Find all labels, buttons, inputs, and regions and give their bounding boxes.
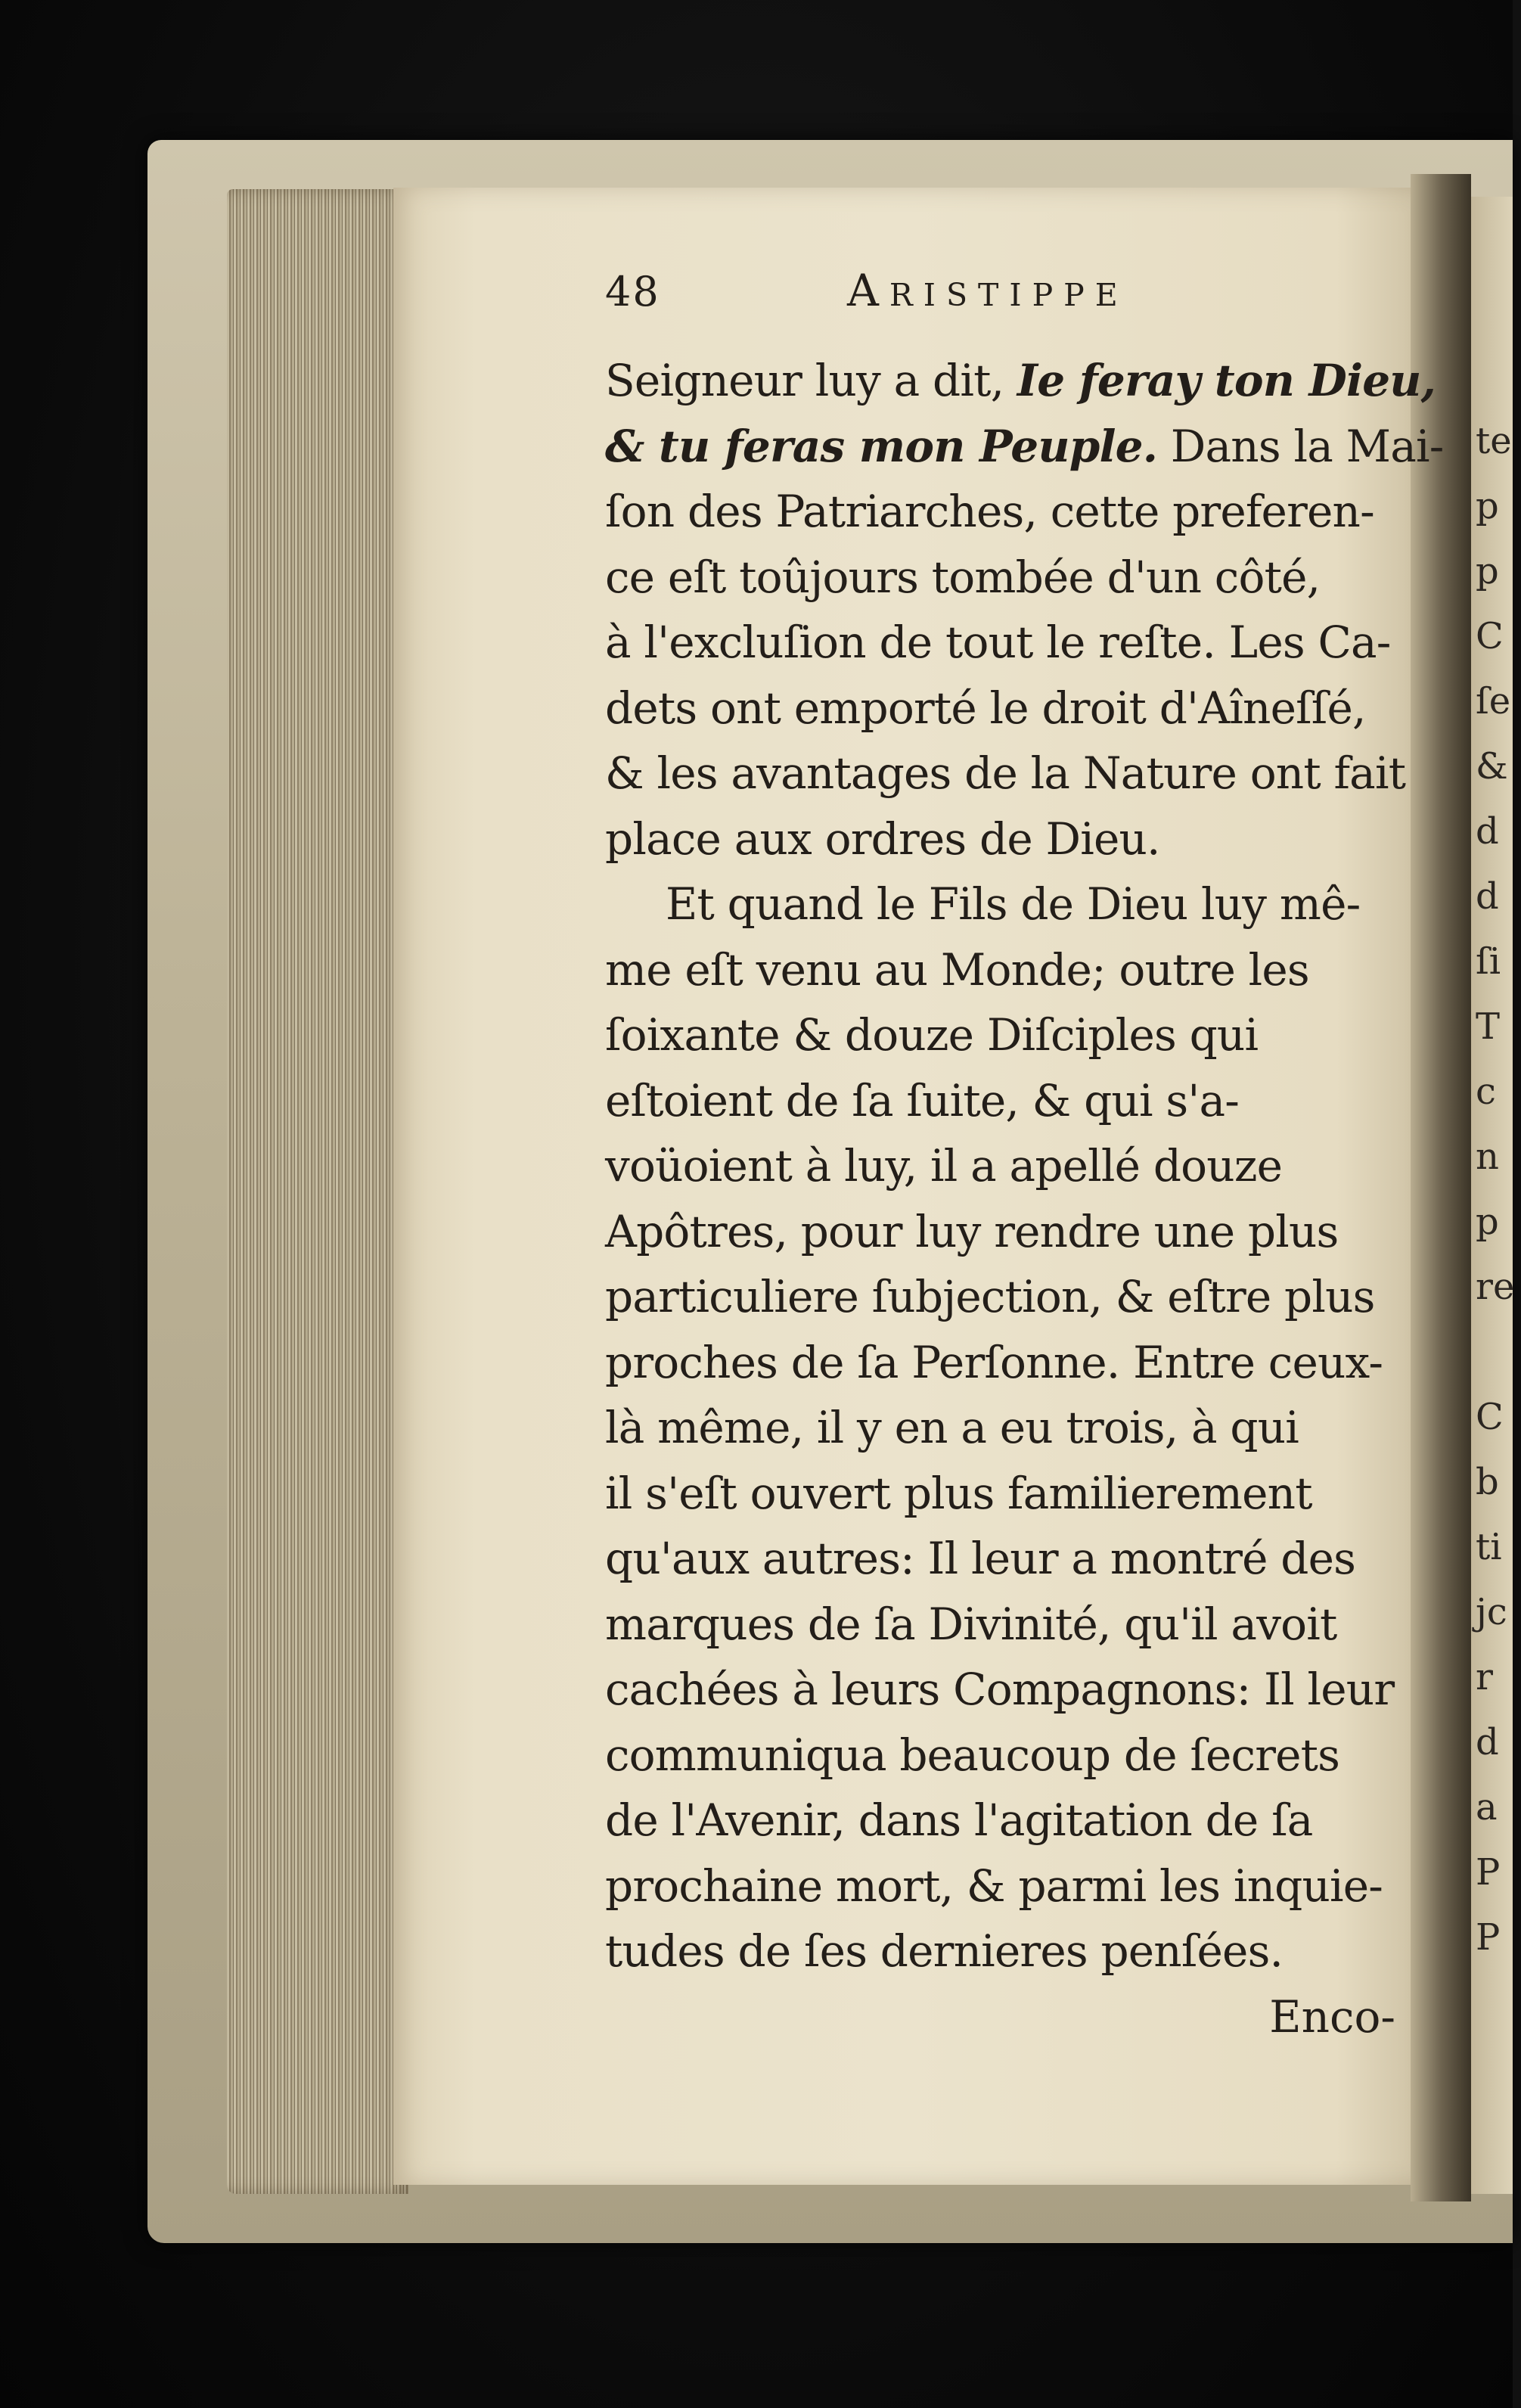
text-line [605, 872, 1395, 937]
text-line [605, 1199, 1395, 1265]
facing-fragment: p [1476, 1201, 1499, 1243]
text-line-roman: Dans la Mai- [1157, 420, 1444, 472]
text-line-roman: Seigneur luy a dit, [605, 355, 1017, 406]
facing-fragment: re [1476, 1266, 1515, 1308]
facing-fragment: c [1476, 1070, 1496, 1113]
text-line-roman: me eſt venu au Monde; outre les [605, 943, 1309, 996]
text-line-roman: de l'Avenir, dans l'agitation de ſa [605, 1794, 1313, 1846]
text-line-roman: prochaine mort, & parmi les inquie- [605, 1860, 1383, 1912]
text-line [605, 479, 1395, 545]
text-line-italic: & tu feras mon Peuple. [605, 420, 1158, 472]
text-line [605, 937, 1395, 1003]
facing-fragment: T [1476, 1005, 1501, 1048]
page-header [605, 265, 1395, 348]
facing-fragment: ſe [1476, 680, 1511, 722]
page-text [605, 265, 1444, 2049]
text-line [605, 676, 1395, 741]
facing-fragment: ti [1476, 1526, 1502, 1568]
facing-fragment: a [1476, 1786, 1498, 1829]
text-line-roman: ſoixante & douze Diſciples qui [605, 1009, 1259, 1061]
text-line-roman: eſtoient de ſa ſuite, & qui s'a- [605, 1074, 1240, 1126]
page-edges [227, 189, 408, 2194]
text-line [605, 1853, 1395, 1919]
text-line [605, 610, 1395, 676]
text-line-roman: place aux ordres de Dieu. [605, 813, 1160, 865]
text-line-roman: ſon des Patriarches, cette preferen- [605, 486, 1374, 537]
facing-fragment: te [1476, 420, 1512, 462]
text-line-roman: dets ont emporté le droit d'Aîneſſé, [605, 682, 1366, 734]
catchword: Enco- [1269, 1990, 1395, 2043]
text-line [605, 1592, 1395, 1658]
text-line-roman: à l'excluſion de tout le reſte. Les Ca- [605, 617, 1391, 668]
text-line-roman: qu'aux autres: Il leur a montré des [605, 1533, 1356, 1584]
facing-fragment: d [1476, 875, 1499, 918]
facing-fragment: d [1476, 1721, 1499, 1763]
text-line [605, 741, 1406, 806]
page-number: 48 [605, 268, 660, 315]
facing-fragment: P [1476, 1851, 1501, 1894]
text-line-roman: proches de ſa Perſonne. Entre ceux- [605, 1336, 1383, 1388]
text-line-roman: communiqua beaucoup de ſecrets [605, 1729, 1340, 1781]
text-line-italic: Ie feray ton Dieu, [1017, 355, 1436, 406]
facing-fragment: ſi [1476, 940, 1501, 983]
facing-fragment: C [1476, 615, 1504, 657]
text-line-roman: cachées à leurs Compagnons: Il leur [605, 1664, 1395, 1715]
facing-fragment: n [1476, 1136, 1499, 1178]
gutter-shadow [1411, 174, 1471, 2201]
running-title: Aristippe [847, 265, 1128, 316]
text-line-roman: là même, il y en a eu trois, à qui [605, 1402, 1299, 1453]
facing-fragment: p [1476, 550, 1499, 592]
facing-fragment: d [1476, 810, 1499, 853]
text-line [605, 806, 1395, 872]
text-line [605, 1264, 1395, 1330]
facing-fragment: p [1476, 485, 1499, 527]
text-line-roman: voüoient à luy, il a apellé douze [605, 1140, 1283, 1192]
text-line [605, 1788, 1395, 1853]
text-line [605, 1133, 1395, 1199]
text-line [605, 1919, 1395, 1984]
facing-fragment: P [1476, 1916, 1501, 1959]
facing-fragment [1476, 1319, 1521, 1384]
text-line [605, 1395, 1395, 1461]
text-line-roman: tudes de ſes dernieres penſées. [605, 1925, 1284, 1977]
text-line-roman: ce eſt toûjours tombée d'un côté, [605, 551, 1321, 603]
text-line [605, 348, 1436, 414]
text-line [605, 1526, 1395, 1592]
facing-fragment: jc [1476, 1591, 1507, 1633]
text-line [605, 1068, 1395, 1134]
body-text [605, 348, 1444, 1984]
text-line-roman: Et quand le Fils de Dieu luy mê- [666, 878, 1361, 930]
facing-fragment: & [1476, 745, 1508, 788]
text-line-roman: Apôtres, pour luy rendre une plus [605, 1205, 1339, 1257]
text-line [605, 1330, 1395, 1396]
text-line [605, 1002, 1395, 1068]
text-line-roman: particuliere ſubjection, & eſtre plus [605, 1271, 1375, 1322]
facing-fragment: C [1476, 1396, 1504, 1438]
text-line-roman: marques de ſa Divinité, qu'il avoit [605, 1598, 1337, 1650]
text-line-roman: il s'eſt ouvert plus familierement [605, 1467, 1312, 1519]
text-line [605, 414, 1444, 480]
text-line-roman: & les avantages de la Nature ont fait [605, 747, 1406, 799]
facing-page-text [1476, 409, 1521, 1970]
text-line [605, 1723, 1395, 1788]
facing-fragment: b [1476, 1461, 1499, 1503]
text-line [605, 545, 1395, 611]
facing-fragment: r [1476, 1656, 1493, 1698]
text-line [605, 1657, 1395, 1723]
facing-page [1471, 197, 1513, 2194]
text-line [605, 1461, 1395, 1527]
